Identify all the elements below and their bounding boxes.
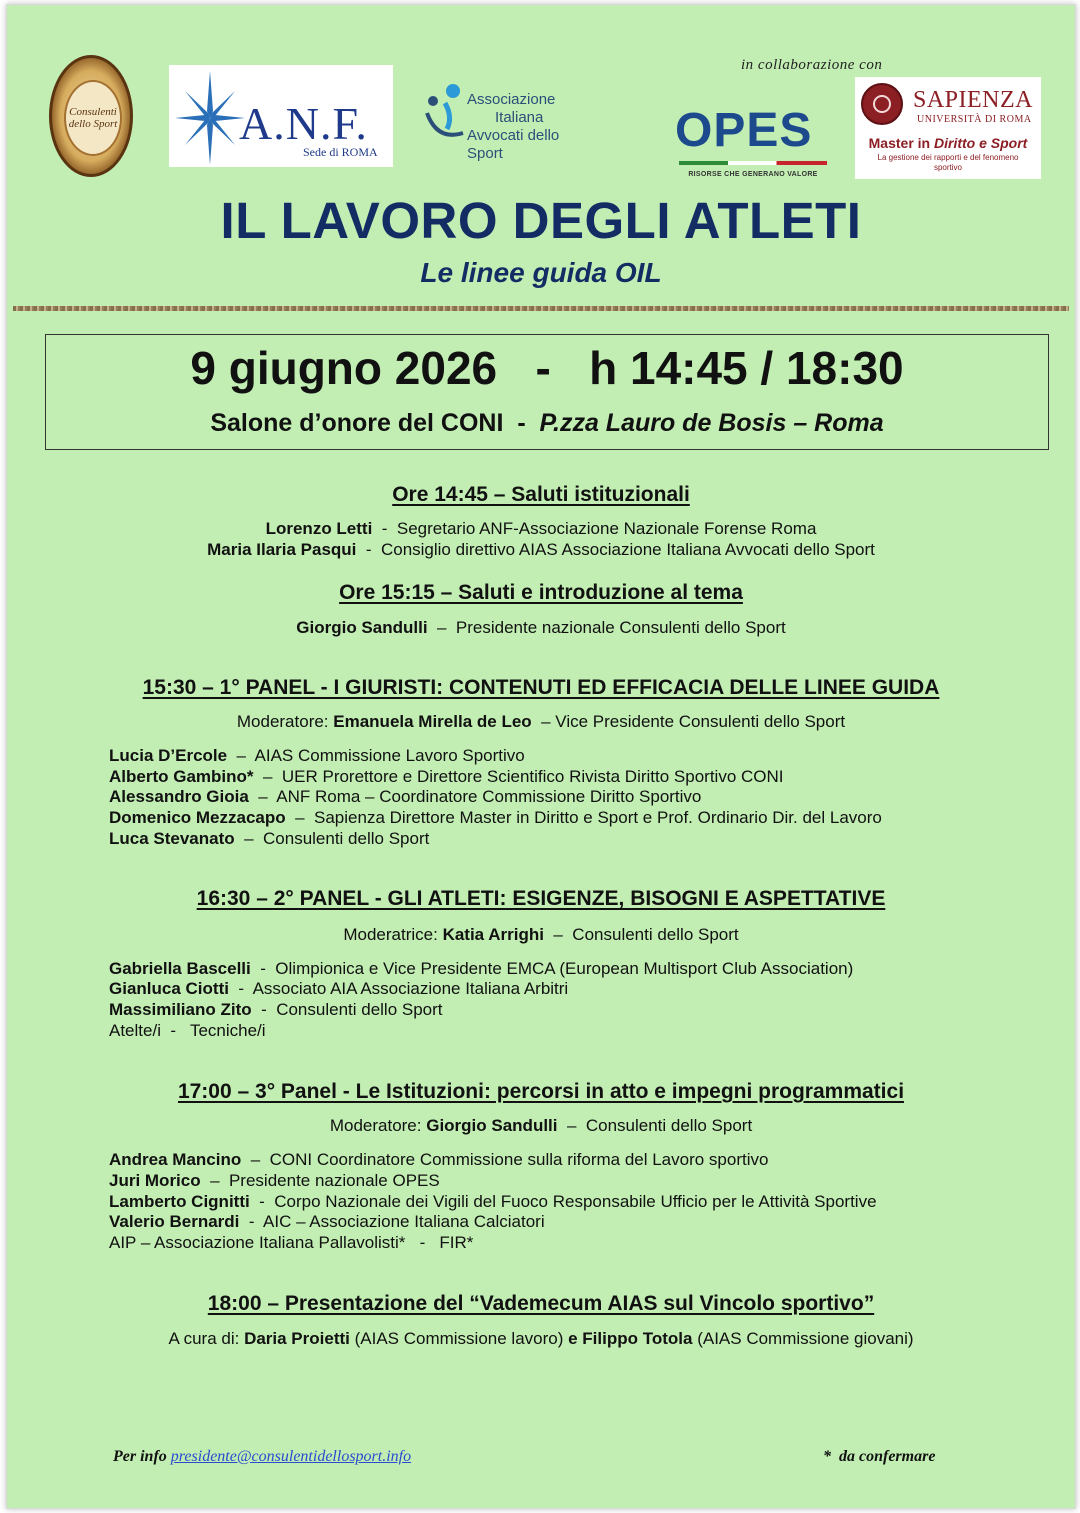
- speaker-name: Maria Ilaria Pasqui: [207, 540, 357, 559]
- opes-tricolor-bar: [679, 161, 827, 165]
- master-name: Diritto e Sport: [934, 135, 1028, 151]
- speaker-role: – Presidente nazionale Consulenti dello Sport: [427, 618, 786, 637]
- venue-address: P.zza Lauro de Bosis – Roma: [539, 409, 884, 437]
- section-heading-introduzione: Ore 15:15 – Saluti e introduzione al tema: [339, 581, 743, 604]
- aias-figure-icon: [423, 83, 467, 147]
- speaker-name: Gianluca Ciotti: [109, 979, 229, 998]
- speaker-name: Lucia D’Ercole: [109, 746, 228, 765]
- speaker-name: Luca Stevanato: [109, 829, 235, 848]
- curator-role: (AIAS Commissione lavoro): [349, 1329, 569, 1348]
- speaker-line: [7, 519, 1075, 539]
- speaker-line: [109, 1192, 877, 1212]
- venue: [46, 409, 1048, 438]
- venue-name: Salone d’onore del CONI -: [210, 409, 540, 437]
- speaker-line: [109, 808, 882, 828]
- aias-line-3: Avvocati dello Sport: [467, 127, 560, 162]
- curator-name: Filippo Totola: [582, 1329, 693, 1348]
- moderator-role: – Consulenti dello Sport: [557, 1116, 753, 1135]
- contact-email-link[interactable]: presidente@consulentidellosport.info: [170, 1448, 412, 1465]
- moderator-name: Katia Arrighi: [442, 925, 544, 944]
- collaboration-label: in collaborazione con: [741, 57, 883, 73]
- speaker-role: - AIC – Associazione Italiana Calciatori: [239, 1212, 545, 1231]
- sapienza-name: SAPIENZA: [913, 87, 1034, 113]
- speaker-name: Valerio Bernardi: [109, 1212, 240, 1231]
- speaker-role: - Consiglio direttivo AIAS Associazione Italiana Avvocati dello Sport: [356, 540, 875, 559]
- date-venue-box: [45, 334, 1049, 450]
- speaker-name: Alberto Gambino*: [109, 767, 254, 786]
- speaker-role: - Olimpionica e Vice Presidente EMCA (European Multisport Club Association): [250, 959, 854, 978]
- curator-name: Daria Proietti: [244, 1329, 350, 1348]
- section-heading-panel-2: 16:30 – 2° PANEL - GLI ATLETI: ESIGENZE, BISOGNI E ASPETTATIVE: [196, 887, 886, 910]
- master-prefix: Master in: [868, 135, 934, 151]
- curators-label: A cura di:: [168, 1329, 245, 1348]
- anf-name: A.N.F.: [239, 98, 368, 149]
- sapienza-university: UNIVERSITÀ DI ROMA: [917, 114, 1032, 125]
- opes-tagline: RISORSE CHE GENERANO VALORE: [688, 171, 818, 178]
- moderator-name: Emanuela Mirella de Leo: [333, 712, 532, 731]
- anf-logo: [169, 65, 393, 167]
- speaker-line: [7, 618, 1075, 638]
- speaker-name: Andrea Mancino: [109, 1150, 242, 1169]
- speaker-line: [109, 959, 853, 979]
- event-title: IL LAVORO DEGLI ATLETI: [220, 192, 862, 249]
- sapienza-seal-icon: [861, 83, 903, 125]
- speaker-role: – Sapienza Direttore Master in Diritto e Sport e Prof. Ordinario Dir. del Lavoro: [285, 808, 882, 827]
- footer-info: [113, 1448, 411, 1466]
- moderator-line: [7, 925, 1075, 945]
- consulenti-dello-sport-logo: [49, 55, 133, 177]
- decorative-divider: [13, 306, 1069, 311]
- speaker-name: Giorgio Sandulli: [296, 618, 428, 637]
- moderator-label: Moderatore:: [236, 712, 334, 731]
- speaker-line: [109, 979, 568, 999]
- speaker-role: - Associato AIA Associazione Italiana Arbitri: [228, 979, 569, 998]
- consulenti-logo-text: Consulenti dello Sport: [64, 80, 122, 156]
- event-flyer: [6, 4, 1076, 1509]
- date-time: 9 giugno 2026 - h 14:45 / 18:30: [190, 342, 904, 394]
- moderator-label: Moderatrice:: [343, 925, 443, 944]
- speaker-role: - Corpo Nazionale dei Vigili del Fuoco Responsabile Ufficio per le Attività Sportive: [249, 1192, 877, 1211]
- info-label: Per info: [113, 1448, 171, 1465]
- speaker-name: Juri Morico: [109, 1171, 201, 1190]
- curators-conjunction: e: [568, 1329, 583, 1348]
- anf-sub: Sede di ROMA: [303, 145, 378, 159]
- speaker-role: – Consulenti dello Sport: [234, 829, 430, 848]
- moderator-name: Giorgio Sandulli: [426, 1116, 558, 1135]
- curator-role: (AIAS Commissione giovani): [692, 1329, 914, 1348]
- speaker-role: – AIAS Commissione Lavoro Sportivo: [227, 746, 525, 765]
- speaker-line: [109, 1212, 545, 1232]
- opes-name: OPES: [675, 104, 813, 157]
- speaker-name: Lorenzo Letti: [265, 519, 373, 538]
- speaker-line: [109, 1000, 443, 1020]
- speaker-line: [109, 746, 525, 766]
- sapienza-description: La gestione dei rapporti e del fenomeno sportivo: [877, 153, 1019, 172]
- speaker-role: – CONI Coordinatore Commissione sulla riforma del Lavoro sportivo: [241, 1150, 769, 1169]
- speaker-name: Domenico Mezzacapo: [109, 808, 286, 827]
- curators-line: [7, 1329, 1075, 1349]
- sapienza-logo: [855, 77, 1041, 179]
- section-heading-panel-1: 15:30 – 1° PANEL - I GIURISTI: CONTENUTI ED EFFICACIA DELLE LINEE GUIDA: [142, 676, 940, 699]
- speaker-role: - Segretario ANF-Associazione Nazionale Forense Roma: [372, 519, 817, 538]
- speaker-name: Alessandro Gioia: [109, 787, 249, 806]
- speaker-line: [109, 767, 784, 787]
- moderator-label: Moderatore:: [329, 1116, 427, 1135]
- anf-star-icon: [175, 71, 245, 165]
- aias-line-2: Italiana: [495, 109, 544, 126]
- aias-line-1: Associazione: [467, 91, 556, 108]
- speaker-line: [109, 1150, 768, 1170]
- moderator-line: [7, 712, 1075, 732]
- speaker-line: [109, 829, 429, 849]
- speaker-name: Gabriella Bascelli: [109, 959, 251, 978]
- moderator-role: – Consulenti dello Sport: [543, 925, 739, 944]
- speaker-role: – UER Prorettore e Direttore Scientifico Rivista Diritto Sportivo CONI: [253, 767, 784, 786]
- speaker-role: – Presidente nazionale OPES: [200, 1171, 440, 1190]
- speaker-line: [7, 540, 1075, 560]
- speaker-line: [109, 1171, 440, 1191]
- section-heading-vademecum: 18:00 – Presentazione del “Vademecum AIAS sul Vincolo sportivo”: [207, 1292, 875, 1315]
- speaker-line-extra: Atelte/i - Tecniche/i: [109, 1021, 266, 1040]
- speaker-role: – ANF Roma – Coordinatore Commissione Diritto Sportivo: [248, 787, 702, 806]
- event-subtitle: Le linee guida OIL: [420, 257, 662, 288]
- sapienza-master: [855, 135, 1041, 151]
- speaker-name: Massimiliano Zito: [109, 1000, 252, 1019]
- footer-note: * da confermare: [823, 1448, 936, 1465]
- speaker-line: [109, 787, 701, 807]
- moderator-line: [7, 1116, 1075, 1136]
- speaker-line-extra: AIP – Associazione Italiana Pallavolisti* - FIR*: [109, 1233, 474, 1252]
- opes-logo: [675, 103, 831, 187]
- speaker-name: Lamberto Cignitti: [109, 1192, 250, 1211]
- aias-logo: [419, 81, 599, 162]
- section-heading-saluti: Ore 14:45 – Saluti istituzionali: [392, 483, 690, 506]
- moderator-role: – Vice Presidente Consulenti dello Sport: [531, 712, 846, 731]
- speaker-role: - Consulenti dello Sport: [251, 1000, 443, 1019]
- aias-name: [467, 91, 599, 163]
- section-heading-panel-3: 17:00 – 3° Panel - Le Istituzioni: percorsi in atto e impegni programmatici: [177, 1080, 905, 1103]
